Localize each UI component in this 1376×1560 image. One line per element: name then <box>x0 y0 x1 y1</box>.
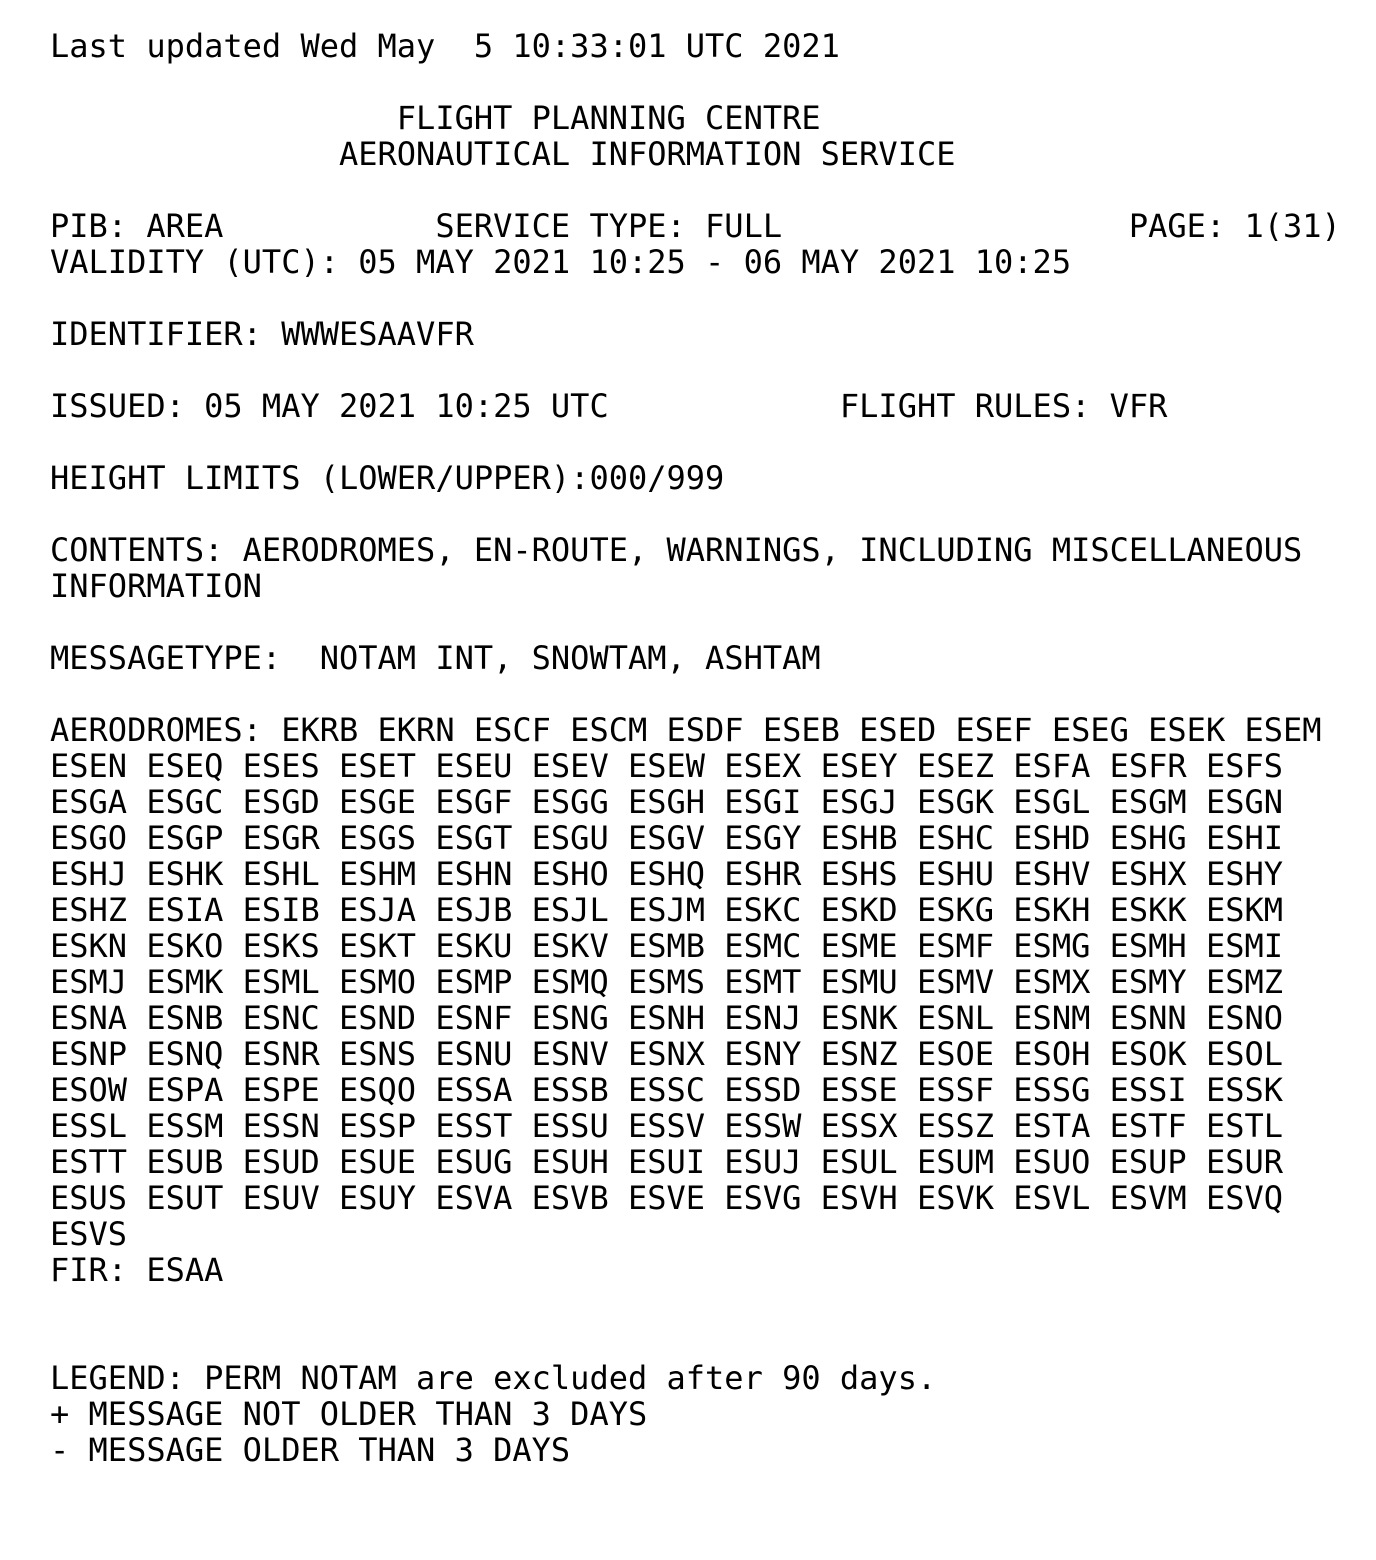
blank-line <box>50 676 1376 712</box>
messagetype-line: MESSAGETYPE: NOTAM INT, SNOWTAM, ASHTAM <box>50 639 821 677</box>
blank-line <box>50 352 1376 388</box>
blank-line <box>50 1288 1376 1324</box>
aerodromes-line: ESSL ESSM ESSN ESSP ESST ESSU ESSV ESSW ESSX ESSZ ESTA ESTF ESTL <box>50 1107 1283 1145</box>
legend-line-1: LEGEND: PERM NOTAM are excluded after 90 days. <box>50 1359 937 1397</box>
legend-line-2: + MESSAGE NOT OLDER THAN 3 DAYS <box>50 1395 648 1433</box>
blank-line <box>50 172 1376 208</box>
aerodromes-line: ESHZ ESIA ESIB ESJA ESJB ESJL ESJM ESKC ESKD ESKG ESKH ESKK ESKM <box>50 891 1283 929</box>
pib-line: PIB: AREA SERVICE TYPE: FULL PAGE: 1(31) <box>50 207 1341 245</box>
contents-line-1: CONTENTS: AERODROMES, EN-ROUTE, WARNINGS, INCLUDING MISCELLANEOUS <box>50 531 1303 569</box>
validity-line: VALIDITY (UTC): 05 MAY 2021 10:25 - 06 MAY 2021 10:25 <box>50 243 1072 281</box>
blank-line <box>50 424 1376 460</box>
blank-line <box>50 496 1376 532</box>
aerodromes-line: ESEN ESEQ ESES ESET ESEU ESEV ESEW ESEX ESEY ESEZ ESFA ESFR ESFS <box>50 747 1283 785</box>
header-title-1-text: FLIGHT PLANNING CENTRE <box>396 99 821 137</box>
blank-line <box>50 1324 1376 1360</box>
aerodromes-line: ESOW ESPA ESPE ESQO ESSA ESSB ESSC ESSD ESSE ESSF ESSG ESSI ESSK <box>50 1071 1283 1109</box>
fir-line: FIR: ESAA <box>50 1251 224 1289</box>
aerodromes-line: ESNA ESNB ESNC ESND ESNF ESNG ESNH ESNJ ESNK ESNL ESNM ESNN ESNO <box>50 999 1283 1037</box>
header-title-2-text: AERONAUTICAL INFORMATION SERVICE <box>338 135 956 173</box>
aerodromes-line: ESTT ESUB ESUD ESUE ESUG ESUH ESUI ESUJ ESUL ESUM ESUO ESUP ESUR <box>50 1143 1283 1181</box>
aerodromes-line: ESMJ ESMK ESML ESMO ESMP ESMQ ESMS ESMT ESMU ESMV ESMX ESMY ESMZ <box>50 963 1283 1001</box>
aerodromes-line: ESUS ESUT ESUV ESUY ESVA ESVB ESVE ESVG ESVH ESVK ESVL ESVM ESVQ <box>50 1179 1283 1217</box>
issued-line: ISSUED: 05 MAY 2021 10:25 UTC FLIGHT RULES: VFR <box>50 387 1168 425</box>
header-title-1 <box>50 100 1376 136</box>
aerodromes-line: ESKN ESKO ESKS ESKT ESKU ESKV ESMB ESMC ESME ESMF ESMG ESMH ESMI <box>50 927 1283 965</box>
contents-line-2: INFORMATION <box>50 567 262 605</box>
header-title-2 <box>50 136 1376 172</box>
aerodromes-line: ESGA ESGC ESGD ESGE ESGF ESGG ESGH ESGI ESGJ ESGK ESGL ESGM ESGN <box>50 783 1283 821</box>
blank-line <box>50 604 1376 640</box>
blank-line <box>50 64 1376 100</box>
aerodromes-line: ESGO ESGP ESGR ESGS ESGT ESGU ESGV ESGY ESHB ESHC ESHD ESHG ESHI <box>50 819 1283 857</box>
identifier-line: IDENTIFIER: WWWESAAVFR <box>50 315 474 353</box>
last-updated-line: Last updated Wed May 5 10:33:01 UTC 2021 <box>50 27 840 65</box>
height-limits-line: HEIGHT LIMITS (LOWER/UPPER):000/999 <box>50 459 725 497</box>
aerodromes-line: ESVS <box>50 1215 128 1253</box>
aerodromes-line: AERODROMES: EKRB EKRN ESCF ESCM ESDF ESEB ESED ESEF ESEG ESEK ESEM <box>50 711 1322 749</box>
aerodromes-line: ESHJ ESHK ESHL ESHM ESHN ESHO ESHQ ESHR ESHS ESHU ESHV ESHX ESHY <box>50 855 1283 893</box>
aerodromes-line: ESNP ESNQ ESNR ESNS ESNU ESNV ESNX ESNY ESNZ ESOE ESOH ESOK ESOL <box>50 1035 1283 1073</box>
blank-line <box>50 280 1376 316</box>
legend-line-3: - MESSAGE OLDER THAN 3 DAYS <box>50 1431 571 1469</box>
